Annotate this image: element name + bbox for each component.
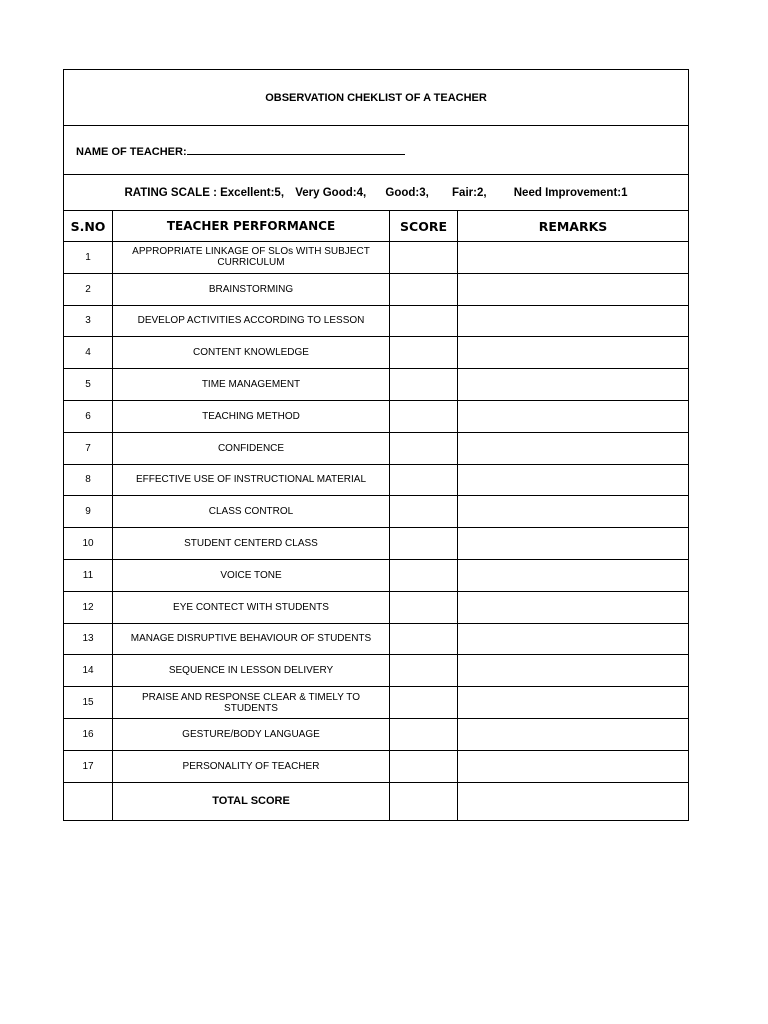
row-performance-item: MANAGE DISRUPTIVE BEHAVIOUR OF STUDENTS — [113, 623, 390, 655]
row-remarks-cell[interactable] — [458, 337, 689, 369]
row-serial-number: 8 — [64, 464, 113, 496]
table-row — [64, 432, 689, 464]
table-row — [64, 337, 689, 369]
total-score-label: TOTAL SCORE — [113, 782, 390, 820]
row-serial-number: 14 — [64, 655, 113, 687]
row-remarks-cell[interactable] — [458, 655, 689, 687]
row-performance-item: CLASS CONTROL — [113, 496, 390, 528]
row-remarks-cell[interactable] — [458, 242, 689, 274]
row-serial-number: 11 — [64, 559, 113, 591]
row-serial-number: 4 — [64, 337, 113, 369]
rating-scale-very-good: Very Good:4, — [295, 186, 367, 199]
row-score-cell[interactable] — [390, 273, 458, 305]
row-performance-item: BRAINSTORMING — [113, 273, 390, 305]
table-row — [64, 559, 689, 591]
teacher-name-field[interactable] — [64, 126, 689, 175]
row-remarks-cell[interactable] — [458, 496, 689, 528]
row-serial-number: 13 — [64, 623, 113, 655]
row-performance-item: SEQUENCE IN LESSON DELIVERY — [113, 655, 390, 687]
total-score-cell[interactable] — [390, 782, 458, 820]
row-remarks-cell[interactable] — [458, 559, 689, 591]
table-row — [64, 273, 689, 305]
row-performance-item: CONFIDENCE — [113, 432, 390, 464]
row-remarks-cell[interactable] — [458, 400, 689, 432]
row-serial-number: 16 — [64, 718, 113, 750]
table-row — [64, 464, 689, 496]
row-performance-item: TEACHING METHOD — [113, 400, 390, 432]
row-score-cell[interactable] — [390, 750, 458, 782]
row-performance-item: PERSONALITY OF TEACHER — [113, 750, 390, 782]
row-serial-number: 3 — [64, 305, 113, 337]
header-remarks: REMARKS — [458, 211, 689, 242]
row-score-cell[interactable] — [390, 655, 458, 687]
row-serial-number: 1 — [64, 242, 113, 274]
row-serial-number: 5 — [64, 369, 113, 401]
table-row — [64, 369, 689, 401]
row-score-cell[interactable] — [390, 242, 458, 274]
row-serial-number: 9 — [64, 496, 113, 528]
table-row — [64, 655, 689, 687]
row-performance-item: EYE CONTECT WITH STUDENTS — [113, 591, 390, 623]
table-row — [64, 242, 689, 274]
row-remarks-cell[interactable] — [458, 464, 689, 496]
table-row — [64, 591, 689, 623]
row-performance-item: PRAISE AND RESPONSE CLEAR & TIMELY TO STUDENTS — [113, 687, 390, 719]
row-score-cell[interactable] — [390, 496, 458, 528]
row-performance-item: TIME MANAGEMENT — [113, 369, 390, 401]
row-performance-item: EFFECTIVE USE OF INSTRUCTIONAL MATERIAL — [113, 464, 390, 496]
rating-scale-fair: Fair:2, — [452, 186, 487, 199]
row-score-cell[interactable] — [390, 305, 458, 337]
table-row — [64, 305, 689, 337]
rating-scale-need-improvement: Need Improvement:1 — [513, 186, 628, 199]
row-score-cell[interactable] — [390, 432, 458, 464]
row-score-cell[interactable] — [390, 369, 458, 401]
row-score-cell[interactable] — [390, 528, 458, 560]
row-serial-number: 17 — [64, 750, 113, 782]
total-sno-cell — [64, 782, 113, 820]
row-serial-number: 2 — [64, 273, 113, 305]
row-remarks-cell[interactable] — [458, 305, 689, 337]
teacher-name-label: NAME OF TEACHER: — [76, 145, 187, 158]
row-performance-item: APPROPRIATE LINKAGE OF SLOs WITH SUBJECT CURRICULUM — [113, 242, 390, 274]
observation-checklist-table — [63, 69, 689, 821]
row-performance-item: GESTURE/BODY LANGUAGE — [113, 718, 390, 750]
document-title: OBSERVATION CHEKLIST OF A TEACHER — [64, 70, 689, 126]
row-performance-item: DEVELOP ACTIVITIES ACCORDING TO LESSON — [113, 305, 390, 337]
table-row — [64, 687, 689, 719]
rating-scale-excellent: RATING SCALE : Excellent:5, — [124, 186, 285, 199]
table-row — [64, 750, 689, 782]
row-serial-number: 6 — [64, 400, 113, 432]
row-performance-item: CONTENT KNOWLEDGE — [113, 337, 390, 369]
row-serial-number: 7 — [64, 432, 113, 464]
row-remarks-cell[interactable] — [458, 528, 689, 560]
table-row — [64, 400, 689, 432]
table-row — [64, 623, 689, 655]
row-score-cell[interactable] — [390, 687, 458, 719]
row-performance-item: VOICE TONE — [113, 559, 390, 591]
row-score-cell[interactable] — [390, 464, 458, 496]
row-serial-number: 10 — [64, 528, 113, 560]
table-row — [64, 496, 689, 528]
row-remarks-cell[interactable] — [458, 591, 689, 623]
total-score-row — [64, 782, 689, 820]
header-score: SCORE — [390, 211, 458, 242]
row-remarks-cell[interactable] — [458, 718, 689, 750]
row-score-cell[interactable] — [390, 718, 458, 750]
row-remarks-cell[interactable] — [458, 369, 689, 401]
table-header-row — [64, 211, 689, 242]
row-score-cell[interactable] — [390, 400, 458, 432]
row-remarks-cell[interactable] — [458, 687, 689, 719]
teacher-name-blank-line[interactable] — [187, 143, 405, 155]
rating-scale — [64, 175, 689, 211]
row-remarks-cell[interactable] — [458, 750, 689, 782]
row-serial-number: 15 — [64, 687, 113, 719]
total-remarks-cell[interactable] — [458, 782, 689, 820]
row-score-cell[interactable] — [390, 559, 458, 591]
row-remarks-cell[interactable] — [458, 623, 689, 655]
row-serial-number: 12 — [64, 591, 113, 623]
rating-scale-good: Good:3, — [385, 186, 429, 199]
header-sno: S.NO — [64, 211, 113, 242]
header-teacher-performance: TEACHER PERFORMANCE — [113, 211, 390, 242]
table-row — [64, 528, 689, 560]
row-remarks-cell[interactable] — [458, 432, 689, 464]
row-score-cell[interactable] — [390, 623, 458, 655]
table-row — [64, 718, 689, 750]
row-performance-item: STUDENT CENTERD CLASS — [113, 528, 390, 560]
row-score-cell[interactable] — [390, 591, 458, 623]
row-score-cell[interactable] — [390, 337, 458, 369]
row-remarks-cell[interactable] — [458, 273, 689, 305]
